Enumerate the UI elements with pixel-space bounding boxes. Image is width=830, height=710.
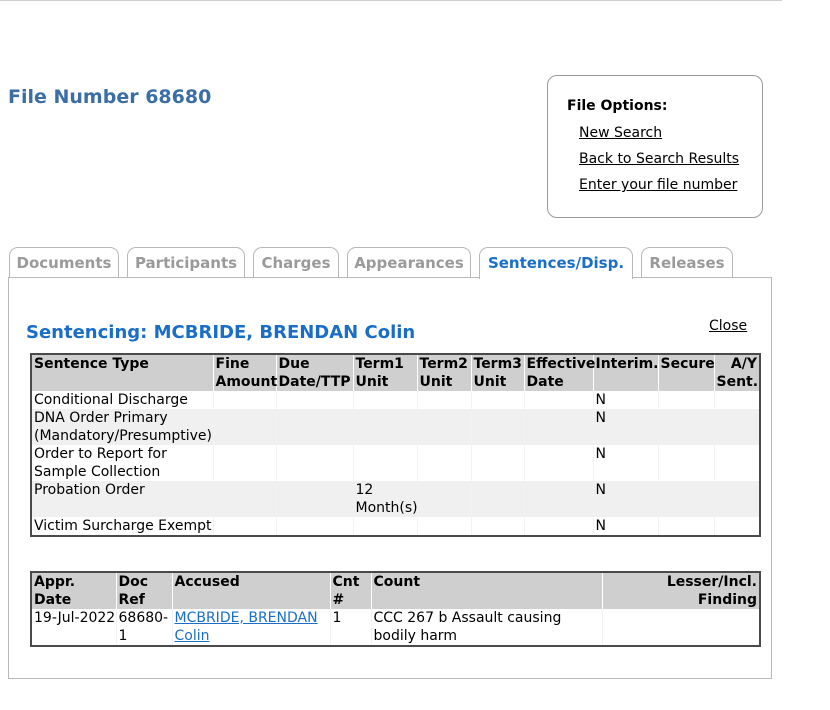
table-cell: N <box>593 517 658 536</box>
table-cell <box>213 445 276 481</box>
table-cell <box>471 517 524 536</box>
column-header: Count <box>371 572 602 609</box>
appearance-date-cell: 19-Jul-2022 <box>34 610 116 626</box>
doc-ref-cell: 68680-1 <box>116 609 172 646</box>
column-header: A/Y Sent. <box>714 354 760 391</box>
finding-cell <box>602 609 760 646</box>
table-cell <box>353 445 417 481</box>
file-options-box <box>547 75 763 218</box>
table-cell: Victim Surcharge Exempt <box>34 518 212 534</box>
table-cell <box>213 391 276 409</box>
table-row <box>31 445 760 481</box>
table-cell <box>658 409 714 445</box>
column-header: Appr. Date <box>34 574 76 608</box>
table-cell <box>471 481 524 517</box>
tab-releases[interactable]: Releases <box>641 247 733 277</box>
table-cell <box>417 409 471 445</box>
column-header: Term2 Unit <box>417 354 471 391</box>
table-cell <box>524 409 593 445</box>
table-header-row <box>31 572 760 609</box>
table-row <box>31 609 760 646</box>
column-header: Term3 Unit <box>471 354 524 391</box>
tab-charges[interactable]: Charges <box>253 247 339 277</box>
close-link[interactable]: Close <box>709 318 748 334</box>
table-cell <box>524 517 593 536</box>
column-header: Lesser/Incl. Finding <box>602 572 760 609</box>
tab-sentences-disp[interactable]: Sentences/Disp. <box>479 247 633 279</box>
table-cell <box>276 481 353 517</box>
column-header: Cnt # <box>330 572 371 609</box>
table-cell: 12 Month(s) <box>353 481 417 517</box>
enter-file-number-link[interactable]: Enter your file number <box>579 177 738 193</box>
column-header: Interim. <box>593 354 658 391</box>
file-options-title: File Options: <box>567 98 668 114</box>
table-cell <box>714 517 760 536</box>
top-divider <box>0 0 782 1</box>
table-row <box>31 517 760 536</box>
new-search-link[interactable]: New Search <box>579 125 663 141</box>
table-cell <box>471 409 524 445</box>
tab-participants[interactable]: Participants <box>127 247 245 277</box>
accused-cell <box>172 609 330 646</box>
table-cell <box>524 445 593 481</box>
table-cell: DNA Order Primary (Mandatory/Presumptive) <box>34 410 212 444</box>
tab-appearances[interactable]: Appearances <box>347 247 471 277</box>
sentencing-table <box>30 353 761 537</box>
table-cell <box>417 517 471 536</box>
table-cell <box>213 517 276 536</box>
table-row <box>31 409 760 445</box>
table-cell <box>471 445 524 481</box>
column-header: Secure <box>658 354 714 391</box>
table-cell: N <box>593 445 658 481</box>
table-cell <box>417 445 471 481</box>
table-cell <box>276 445 353 481</box>
table-cell <box>524 481 593 517</box>
table-cell <box>213 481 276 517</box>
accused-link[interactable]: MCBRIDE, BRENDAN Colin <box>174 610 318 644</box>
table-row <box>31 481 760 517</box>
table-row <box>31 391 760 409</box>
table-cell <box>524 391 593 409</box>
back-to-search-results-link[interactable]: Back to Search Results <box>579 151 740 167</box>
column-header: Effective Date <box>524 354 593 391</box>
table-cell <box>714 391 760 409</box>
table-cell <box>714 481 760 517</box>
table-cell <box>658 517 714 536</box>
table-cell <box>213 409 276 445</box>
page-title: File Number 68680 <box>8 86 212 108</box>
table-cell <box>276 409 353 445</box>
table-cell <box>714 409 760 445</box>
column-header: Sentence Type <box>34 356 149 372</box>
tab-documents[interactable]: Documents <box>9 247 119 277</box>
table-cell <box>658 445 714 481</box>
column-header: Due Date/TTP <box>276 354 353 391</box>
table-cell <box>353 391 417 409</box>
column-header: Term1 Unit <box>353 354 417 391</box>
table-cell <box>417 391 471 409</box>
table-cell: Probation Order <box>34 482 145 498</box>
table-cell: N <box>593 409 658 445</box>
table-header-row <box>31 354 760 391</box>
table-cell: Conditional Discharge <box>34 392 188 408</box>
table-cell <box>658 481 714 517</box>
sentencing-title: Sentencing: MCBRIDE, BRENDAN Colin <box>26 322 416 343</box>
table-cell: N <box>593 481 658 517</box>
table-cell <box>417 481 471 517</box>
table-cell <box>471 391 524 409</box>
column-header: Doc Ref <box>116 572 172 609</box>
count-cell: CCC 267 b Assault causing bodily harm <box>371 609 602 646</box>
count-number-cell: 1 <box>330 609 371 646</box>
column-header: Accused <box>172 572 330 609</box>
table-cell: Order to Report for Sample Collection <box>34 446 167 480</box>
table-cell <box>658 391 714 409</box>
table-cell <box>276 391 353 409</box>
table-cell <box>353 517 417 536</box>
table-cell <box>353 409 417 445</box>
table-cell: N <box>593 391 658 409</box>
column-header: Fine Amount <box>213 354 276 391</box>
table-cell <box>276 517 353 536</box>
appearance-table <box>30 571 761 647</box>
table-cell <box>714 445 760 481</box>
